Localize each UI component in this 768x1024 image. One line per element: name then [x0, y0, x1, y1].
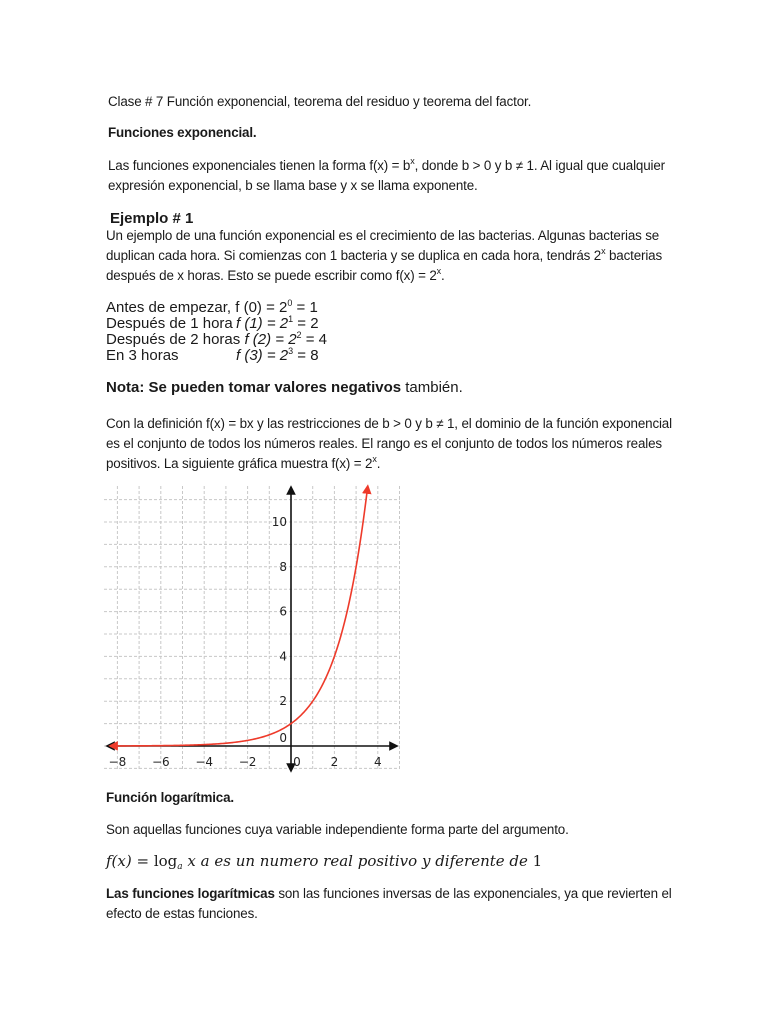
section-heading-exponential: Funciones exponencial.	[108, 125, 257, 140]
table-row: En 3 horas	[106, 347, 179, 364]
log-definition: Son aquellas funciones cuya variable independiente forma parte del argumento.	[106, 822, 569, 837]
tick-labels	[109, 515, 382, 769]
table-row: Después de 2 horas f $(2) = 2^2 = 4$	[106, 330, 328, 348]
table-row-value: f $(1) = 2^1 = 2$	[236, 314, 319, 332]
grid	[104, 486, 400, 770]
x-tick-label: 4	[373, 755, 382, 769]
y-tick-label: 2	[279, 694, 287, 709]
example-line-3: después de x horas. Esto se puede escribir como $f(x) = 2^x$.	[106, 266, 445, 283]
curve	[113, 489, 367, 746]
x-tick-label: −6	[151, 755, 170, 769]
x-tick-label: −2	[238, 755, 257, 769]
y-tick-label: 8	[279, 559, 287, 574]
intro-line-1: Las funciones exponenciales tienen la forma $f(x) = b^x$, donde b > 0 y b ≠ 1. Al igual que cualquier	[108, 156, 665, 173]
example-heading: Ejemplo # 1	[110, 210, 194, 227]
page-title: Clase # 7 Función exponencial, teorema del residuo y teorema del factor.	[108, 94, 532, 109]
axes	[110, 490, 394, 768]
intro-line-2: expresión exponencial, b se llama base y x se llama exponente.	[108, 178, 478, 193]
domain-line-1: Con la definición f(x) = bx y las restricciones de b > 0 y b ≠ 1, el dominio de la función exponencial	[106, 416, 672, 431]
x-tick-label: 0	[293, 755, 301, 769]
table-row: Antes de empezar, f $(0) = 2^0 = 1$	[106, 298, 318, 316]
y-tick-label: 10	[271, 515, 287, 529]
last-line-1: Las funciones logarítmicas son las funciones inversas de las exponenciales, ya que revierten el	[106, 886, 672, 901]
table-row: Después de 1 hora	[106, 315, 233, 332]
section-heading-logarithmic: Función logarítmica.	[106, 790, 234, 805]
exponential-curve	[113, 489, 367, 746]
last-line-2: efecto de estas funciones.	[106, 906, 258, 921]
note: Nota: Se pueden tomar valores negativos también.	[106, 379, 463, 396]
x-tick-label: −4	[195, 755, 214, 769]
x-tick-label: −8	[108, 755, 127, 769]
domain-line-2: es el conjunto de todos los números reales. El rango es el conjunto de todos los números reales	[106, 436, 662, 451]
y-tick-label: 6	[279, 604, 287, 619]
table-row-value: f $(3) = 2^3 = 8$	[236, 346, 319, 364]
y-tick-label: 4	[279, 649, 287, 664]
example-line-2: duplican cada hora. Si comienzas con 1 bacteria y se duplica en cada hora, tendrás 2$^x$ bacterias	[106, 246, 662, 263]
log-formula: $f(x) = \log_a x$ a es un numero real positivo y diferente de 1	[106, 852, 543, 872]
domain-line-3: positivos. La siguiente gráfica muestra $f(x) = 2^x$.	[106, 454, 381, 471]
example-line-1: Un ejemplo de una función exponencial es el crecimiento de las bacterias. Algunas bacterias se	[106, 228, 660, 243]
origin-label: 0	[279, 731, 287, 745]
exponential-graph	[104, 484, 400, 774]
x-tick-label: 2	[330, 755, 339, 769]
